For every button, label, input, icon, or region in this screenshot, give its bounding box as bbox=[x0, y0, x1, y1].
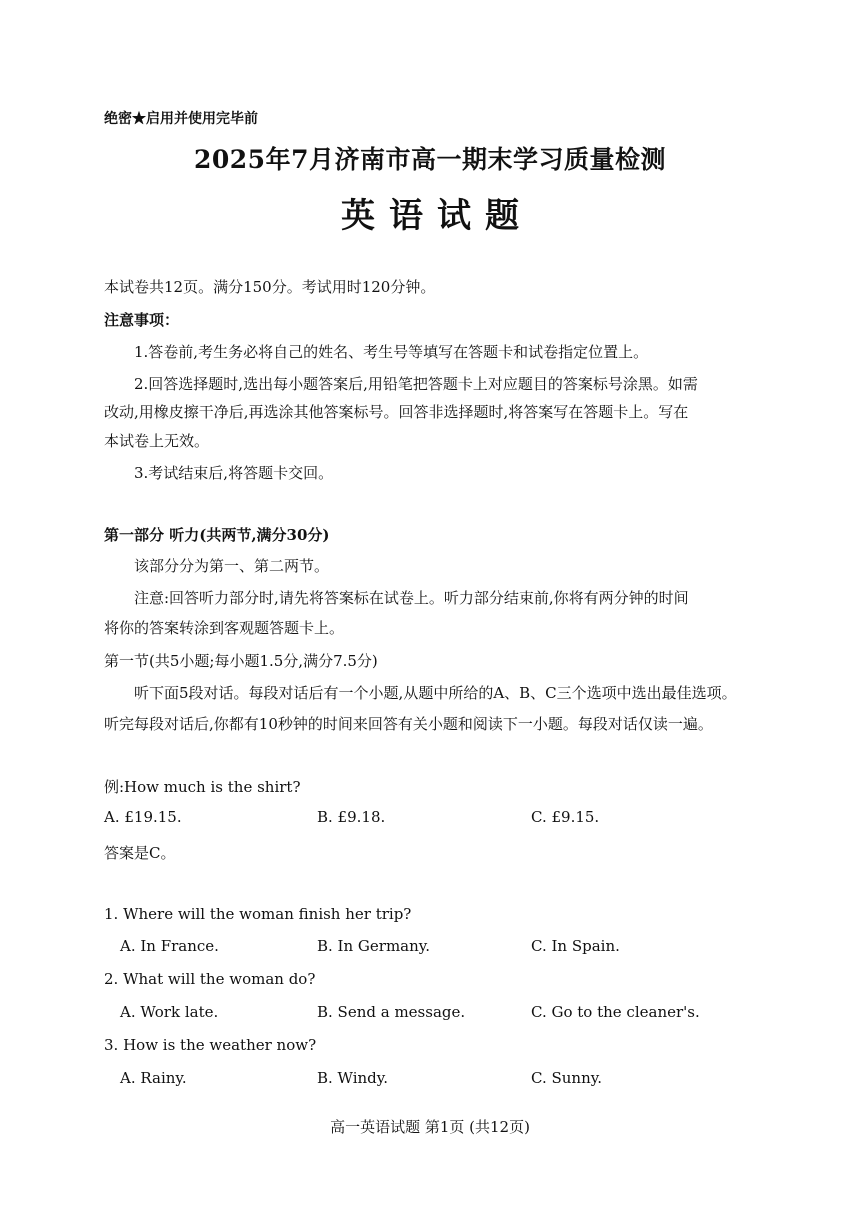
question-2-option-c: C. Go to the cleaner's. bbox=[531, 1003, 700, 1021]
question-1: 1. Where will the woman finish her trip? bbox=[104, 905, 412, 923]
notice-item-3: 3.考试结束后,将答题卡交回。 bbox=[134, 464, 334, 482]
example-option-a: A. £19.15. bbox=[104, 808, 182, 826]
part1-heading: 第一部分 听力(共两节,满分30分) bbox=[104, 526, 330, 544]
subject-title: 英语试题 bbox=[341, 196, 533, 236]
question-1-option-c: C. In Spain. bbox=[531, 937, 620, 955]
section1-heading: 第一节(共5小题;每小题1.5分,满分7.5分) bbox=[104, 652, 378, 670]
part1-note-line2: 将你的答案转涂到客观题答题卡上。 bbox=[104, 619, 345, 637]
confidential-label: 绝密★启用并使用完毕前 bbox=[104, 111, 258, 127]
question-2: 2. What will the woman do? bbox=[104, 970, 316, 988]
section1-instructions-line2: 听完每段对话后,你都有10秒钟的时间来回答有关小题和阅读下一小题。每段对话仅读一遍。 bbox=[104, 715, 713, 733]
question-3-option-a: A. Rainy. bbox=[120, 1069, 187, 1087]
question-1-option-b: B. In Germany. bbox=[317, 937, 431, 955]
page-footer: 高一英语试题 第1页 (共12页) bbox=[330, 1118, 530, 1136]
question-2-option-b: B. Send a message. bbox=[317, 1003, 466, 1021]
notice-item-2-line2: 改动,用橡皮擦干净后,再选涂其他答案标号。回答非选择题时,将答案写在答题卡上。写在 bbox=[104, 403, 689, 421]
example-question: 例:How much is the shirt? bbox=[104, 778, 301, 796]
question-3: 3. How is the weather now? bbox=[104, 1036, 317, 1054]
example-option-b: B. £9.18. bbox=[317, 808, 386, 826]
example-option-c: C. £9.15. bbox=[531, 808, 600, 826]
notice-heading: 注意事项： bbox=[104, 311, 180, 329]
part1-description: 该部分分为第一、第二两节。 bbox=[134, 557, 330, 575]
example-answer: 答案是C。 bbox=[104, 844, 176, 862]
notice-item-2-line3: 本试卷上无效。 bbox=[104, 432, 210, 450]
notice-item-2-line1: 2.回答选择题时,选出每小题答案后,用铅笔把答题卡上对应题目的答案标号涂黑。如需 bbox=[134, 375, 698, 393]
question-2-option-a: A. Work late. bbox=[120, 1003, 219, 1021]
notice-item-1: 1.答卷前,考生务必将自己的姓名、考生号等填写在答题卡和试卷指定位置上。 bbox=[134, 343, 649, 361]
section1-instructions-line1: 听下面5段对话。每段对话后有一个小题,从题中所给的A、B、C三个选项中选出最佳选项。 bbox=[134, 684, 737, 702]
part1-note-line1: 注意:回答听力部分时,请先将答案标在试卷上。听力部分结束前,你将有两分钟的时间 bbox=[134, 589, 689, 607]
question-3-option-c: C. Sunny. bbox=[531, 1069, 602, 1087]
exam-title: 2025年7月济南市高一期末学习质量检测 bbox=[194, 145, 666, 174]
question-3-option-b: B. Windy. bbox=[317, 1069, 389, 1087]
question-1-option-a: A. In France. bbox=[120, 937, 219, 955]
paper-info: 本试卷共12页。满分150分。考试用时120分钟。 bbox=[104, 278, 436, 296]
